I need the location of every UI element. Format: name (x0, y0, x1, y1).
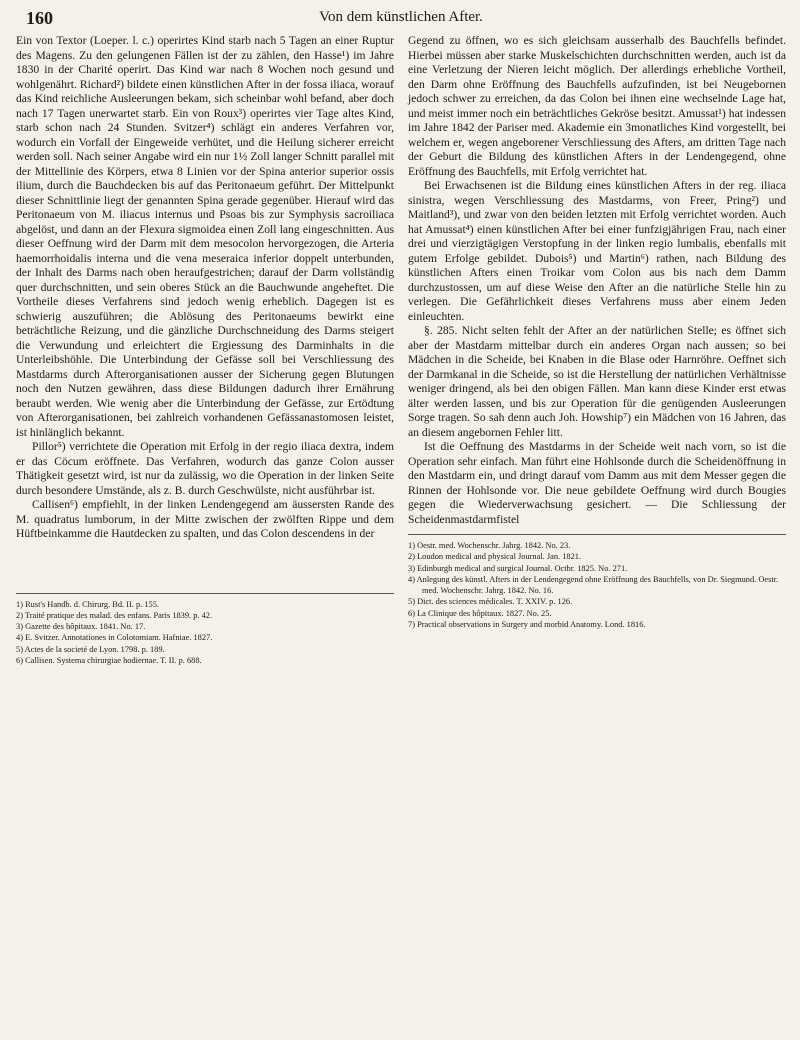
right-footnotes (408, 534, 786, 630)
paragraph: Pillor⁵) verrichtete die Operation mit Erfolg in der regio iliaca dextra, indem er das Cöcum eröffnete. Das Verfahren, wodurch das ganze Colon ausser Thätigkeit gesetzt wird, ist nur da zulässig, wo die Operation in der linken Seite durch besondere Umstände, als z. B. durch Geschwülste, nicht ausführbar ist. (16, 440, 394, 497)
footnote: 7) Practical observations in Surgery and morbid Anatomy. Lond. 1816. (408, 620, 646, 630)
footnote: 3) Edinburgh medical and surgical Journal. Octbr. 1825. No. 271. (408, 563, 628, 573)
paragraph: §. 285. Nicht selten fehlt der After an der natürlichen Stelle; es öffnet sich aber der Mastdarm mittelbar durch ein anderes Organ nach aussen; so bei Mädchen in die Scheide, bei Knaben in die Blase oder Harnröhre. Oeffnet sich der Darmkanal in die Scheide, so ist die Herstellung der natürlichen Verhältnisse weniger dringend, als bei den obigen Fällen. Man kann diese Kinder erst etwas älter werden lassen, und bis zur Operation für die genügenden Ausleerungen Sorge tragen. So sah denn auch Joh. Howship⁷) ein Mädchen von 16 Jahren, das an diesem angebornen Fehler litt. (408, 324, 786, 439)
left-body-text (16, 34, 394, 542)
footnote: 5) Dict. des sciences médicales. T. XXIV. p. 126. (408, 597, 573, 607)
two-column-body (16, 34, 786, 666)
footnote: 5) Actes de la societé de Lyon. 1798. p. 189. (16, 644, 165, 654)
paragraph: Gegend zu öffnen, wo es sich gleichsam ausserhalb des Bauchfells befindet. Hierbei müssen aber starke Muskelschichten durchschnitten werden, auch ist da eine Verletzung der Nieren leicht möglich. Der allerdings erhebliche Vortheil, den Darm ohne Eröffnung des Bauchfells aufzufinden, ist bei Neugebornen jedoch schwer zu erreichen, da das Colon bei ihnen eine wechselnde Lage hat, und meist immer noch ein beträchtliches Gekröse besitzt. Amussat¹) hat indessen im Jahre 1842 der Pariser med. Akademie ein 3monatliches Kind vorgestellt, bei welchem er, wegen angeborener Verschliessung des Afters, am dritten Tage nach der Geburt die Bildung des künstlichen Afters in der Lendengegend, ohne Eröffnung des Bauchfells, mit Erfolg verrichtet hat. (408, 34, 786, 178)
footnote: 1) Rust's Handb. d. Chirurg. Bd. II. p. 155. (16, 599, 160, 609)
footnote: 1) Oestr. med. Wochenschr. Jahrg. 1842. No. 23. (408, 541, 571, 550)
footnote: 2) Loudon medical and physical Journal. Jan. 1821. (408, 552, 582, 562)
running-title: Von dem künstlichen After. (319, 9, 483, 25)
footnote: 2) Traité pratique des malad. des enfans. Paris 1839. p. 42. (16, 610, 213, 620)
right-body-text (408, 34, 786, 527)
footnote: 4) E. Svitzer. Annotationes in Colotomiam. Hafniae. 1827. (16, 633, 213, 643)
footnote: 6) La Clinique des hôpitaux. 1827. No. 25. (408, 608, 552, 618)
paragraph: Bei Erwachsenen ist die Bildung eines künstlichen Afters in der reg. iliaca sinistra, wegen Verschliessung des Mastdarms, von Freer, Pring²) und Maitland³), und zwar von den beiden letzten mit Erfolg verrichtet worden. Auch hat Amussat⁴) einen künstlichen After bei einer funfzigjährigen Frau, nach einer drei und vierzigtägigen Verstopfung in der linken regio lumbalis, ebenfalls mit gutem Erfolge gebildet. Dubois⁵) und Martin⁶) rathen, nach Bildung des künstlichen Afters einen Troikar vom Colon aus bis nach dem Damm durchzustossen, um auf diese Weise den After an die natürliche Stelle hin zu verlegen. Die Gefährlichkeit dieses Verfahrens muss aber einem Jeden einleuchten. (408, 179, 786, 323)
left-footnotes (16, 593, 394, 667)
left-column (16, 34, 394, 666)
footnote: 4) Anlegung des künstl. Afters in der Lendengegend ohne Eröffnung des Bauchfells, von Dr. Siegmund. Oestr. med. Wochenschr. Jahrg. 1842. No. 16. (408, 574, 779, 596)
paragraph: Callisen⁶) empfiehlt, in der linken Lendengegend am äussersten Rande des M. quadratus lumborum, in der Mitte zwischen der zwölften Rippe und dem Hüftbeinkamme die Hautdecken zu spalten, und das Colon descendens in der (16, 498, 394, 540)
right-column (408, 34, 786, 666)
page-number: 160 (26, 8, 53, 28)
running-head (16, 0, 786, 34)
paragraph: Ist die Oeffnung des Mastdarms in der Scheide weit nach vorn, so ist die Operation sehr einfach. Man führt eine Hohlsonde durch die Scheidenöffnung in den Mastdarm ein, und dringt darauf vom Damm aus mit dem Messer gegen die Rinnen der Hohlsonde vor. Die neue gebildete Oeffnung wird durch Bougies gegen die Wiederverwachsung gesichert. — Die Schliessung der Scheidenmastdarmfistel (408, 440, 786, 526)
footnote: 3) Gazette des hôpitaux. 1841. No. 17. (16, 622, 146, 632)
footnote: 6) Callisen. Systema chirurgiae hodiernae. T. II. p. 688. (16, 655, 202, 665)
paragraph: Ein von Textor (Loeper. l. c.) operirtes Kind starb nach 5 Tagen an einer Ruptur des Magens. Zu den gelungenen Fällen ist der zu zählen, den Hasse¹) im Jahre 1830 in der Charité operirt. Das Kind war nach 8 Wochen noch gesund und wohlgenährt. Richard²) bildete einen künstlichen After in der fossa iliaca, worauf das Kind reichliche Ausleerungen bekam, sich scheinbar wohl befand, aber doch nach 17 Tagen unerwartet starb. Ein von Roux³) operirtes vier Tage altes Kind, starb schon nach 24 Stunden. Svitzer⁴) schlägt ein anderes Verfahren vor, wodurch ein Vorfall der Eingeweide verhütet, und die Heilung sicherer erreicht werden soll. Nach seiner Angabe wird ein nur 1½ Zoll langer Schnitt parallel mit der Mittellinie des Körpers, etwa 8 Linien vor der Spina anterior superior ossis ilium, durch die Bauchdecken bis auf das Peritonaeum geführt. Der Mittelpunkt dieser Schnittlinie liegt der genannten Spina gerade gegenüber. Hierauf wird das Peritonaeum von M. iliacus internus und Psoas bis zur Symphysis sacroiliaca abgelöst, und dann an der Flexura sigmoidea einen Zoll lang eingeschnitten. Aus dieser Oeffnung wird der Darm mit dem mesocolon hervorgezogen, die Arteria haemorrhoidalis interna und die vena meseraica inferior doppelt unterbunden, der Inhalt des Darms nach oben heraufgestrichen; darauf der Darm vollständig quer durchschnitten, und sein oberes Stück an die Bauchwunde angeheftet. Die Vortheile dieses Verfahrens sind jedoch wenig erheblich. Dagegen ist es schwierig auszuführen; die Ablösung des Peritonaeums bewirkt eine beträchtliche Reizung, und die gänzliche Durchschneidung des Darms steigert die Verwundung und erleichtert die Ergiessung des Darminhalts in die Unterleibshöhle. Die Unterbindung der Gefässe soll bei Verschliessung des Mastdarms durch Afterorganisationen ausser der Sicherung gegen Blutungen noch den Nutzen gewähren, dass diese Bildungen dadurch ihrer Ernährung beraubt werden. Wie wenig aber die Unterbindung der Gefässe, zur Ertödtung von Afterorganisationen, bei zahlreich vorhandenen Gefässanastomosen leistet, ist hinlänglich bekannt. (16, 34, 394, 439)
